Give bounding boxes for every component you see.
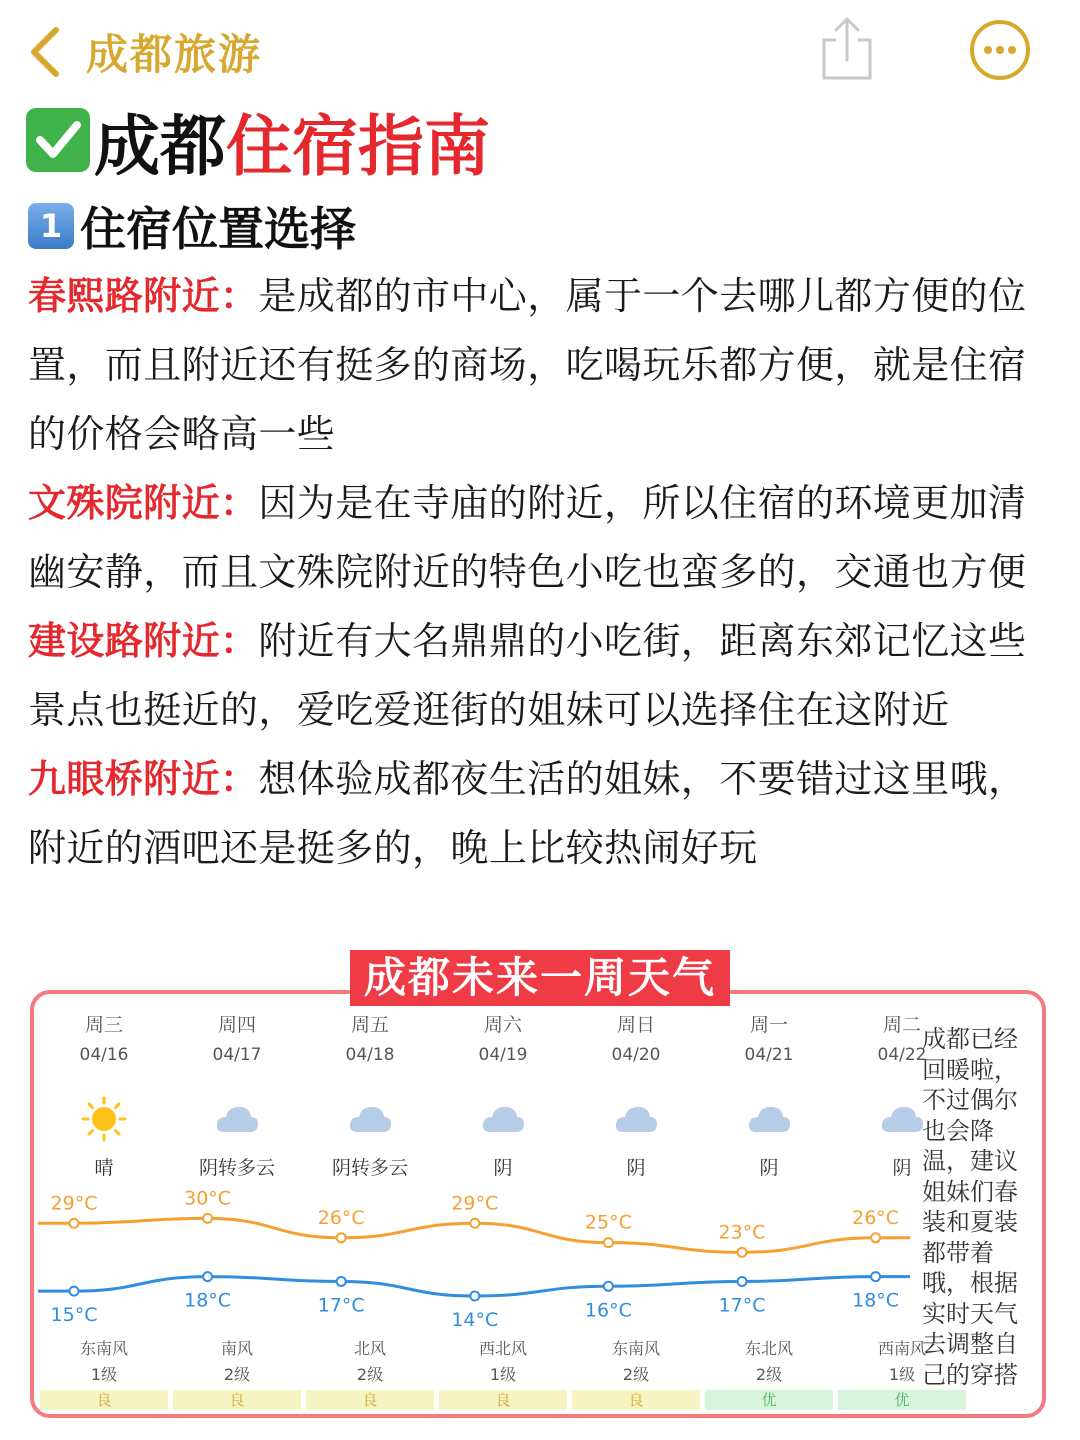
- keycap-one-icon: 1: [28, 203, 74, 249]
- high-temp-point: [70, 1219, 79, 1228]
- page-title: [26, 100, 490, 185]
- wind-direction: 西南风: [877, 1339, 926, 1358]
- wind-level: 1级: [888, 1365, 916, 1384]
- area-desc: 是成都的市中心，属于一个去哪儿都方便的位置，而且附近还有挺多的商场，吃喝玩乐都方便，就是住宿的价格会略高一些: [28, 274, 1027, 456]
- day-name: 周四: [217, 1014, 256, 1036]
- weather-condition: 阴转多云: [198, 1157, 275, 1179]
- day-name: 周日: [616, 1014, 655, 1036]
- air-quality-badge: 优: [705, 1390, 833, 1410]
- day-name: 周六: [483, 1014, 522, 1036]
- high-temp-label: 23°C: [718, 1221, 766, 1244]
- day-date: 04/21: [744, 1045, 794, 1065]
- area-item: [28, 745, 1056, 883]
- low-temp-point: [337, 1277, 346, 1286]
- weather-condition: 阴: [493, 1157, 513, 1179]
- chevron-left-icon[interactable]: [20, 22, 70, 82]
- area-item: [28, 469, 1056, 607]
- wind-direction: 东南风: [611, 1339, 660, 1358]
- air-quality-badge: 良: [173, 1390, 301, 1410]
- day-date: 04/22: [877, 1045, 927, 1065]
- weather-condition: 阴: [759, 1157, 779, 1179]
- weather-condition: 阴: [626, 1157, 646, 1179]
- high-temp-point: [203, 1214, 212, 1223]
- title-topic: 住宿指南: [226, 107, 490, 185]
- day-date: 04/18: [345, 1045, 395, 1065]
- air-quality-badge: 优: [838, 1390, 966, 1410]
- area-name: 建设路附近：: [28, 619, 259, 663]
- high-temp-point: [470, 1219, 479, 1228]
- weather-title: 成都未来一周天气: [350, 950, 730, 1006]
- area-desc: 因为是在寺庙的附近，所以住宿的环境更加清幽安静，而且文殊院附近的特色小吃也蛮多的，交通也方便: [28, 481, 1027, 594]
- air-quality-badge: 良: [572, 1390, 700, 1410]
- title-city: 成都: [94, 107, 226, 185]
- wind-level: 2级: [356, 1365, 384, 1384]
- wind-level: 2级: [622, 1365, 650, 1384]
- low-temp-label: 17°C: [718, 1294, 766, 1317]
- air-quality-badge: 良: [40, 1390, 168, 1410]
- low-temp-point: [203, 1272, 212, 1281]
- low-temp-point: [70, 1287, 79, 1296]
- share-icon[interactable]: [818, 14, 876, 84]
- wind-direction: 东北风: [744, 1339, 793, 1358]
- wind-level: 1级: [90, 1365, 118, 1384]
- check-mark-icon: [26, 108, 90, 172]
- day-date: 04/20: [611, 1045, 661, 1065]
- low-temp-point: [470, 1292, 479, 1301]
- area-desc: 想体验成都夜生活的姐妹，不要错过这里哦，附近的酒吧还是挺多的，晚上比较热闹好玩: [28, 757, 1027, 870]
- high-temp-point: [871, 1233, 880, 1242]
- wind-level: 2级: [223, 1365, 251, 1384]
- wind-direction: 东南风: [79, 1339, 128, 1358]
- low-temp-label: 16°C: [584, 1299, 632, 1322]
- low-temp-point: [738, 1277, 747, 1286]
- high-temp-label: 29°C: [50, 1192, 98, 1215]
- wind-level: 1级: [489, 1365, 517, 1384]
- weather-condition: 晴: [94, 1157, 114, 1179]
- air-quality-badge: 良: [439, 1390, 567, 1410]
- low-temp-point: [871, 1272, 880, 1281]
- area-name: 春熙路附近：: [28, 274, 259, 318]
- area-item: [28, 607, 1056, 745]
- day-name: 周五: [350, 1014, 389, 1036]
- wind-direction: 北风: [353, 1339, 386, 1358]
- high-temp-point: [604, 1238, 613, 1247]
- high-temp-point: [738, 1248, 747, 1257]
- weather-condition: 阴转多云: [331, 1157, 408, 1179]
- low-temp-label: 18°C: [184, 1289, 232, 1312]
- high-temp-label: 25°C: [584, 1211, 632, 1234]
- air-quality-badge: 良: [306, 1390, 434, 1410]
- low-temp-label: 14°C: [451, 1309, 499, 1331]
- high-temp-point: [337, 1233, 346, 1242]
- high-temp-label: 30°C: [184, 1187, 232, 1210]
- weather-card: [30, 990, 1046, 1418]
- area-item: [28, 262, 1056, 469]
- day-date: 04/16: [79, 1045, 129, 1065]
- day-name: 周三: [84, 1014, 123, 1036]
- day-date: 04/17: [212, 1045, 262, 1065]
- day-name: 周一: [749, 1014, 788, 1036]
- high-temp-label: 29°C: [451, 1192, 499, 1215]
- wind-level: 2级: [755, 1365, 783, 1384]
- section-title: 住宿位置选择: [80, 202, 356, 256]
- temperature-chart: [38, 1004, 910, 1414]
- day-date: 04/19: [478, 1045, 528, 1065]
- section-heading: [28, 196, 356, 256]
- area-name: 九眼桥附近：: [28, 757, 259, 801]
- low-temp-label: 15°C: [50, 1304, 98, 1327]
- high-temp-label: 26°C: [317, 1206, 365, 1229]
- more-icon[interactable]: [968, 18, 1032, 82]
- weather-condition: 阴: [892, 1157, 912, 1179]
- nav-title: 成都旅游: [86, 30, 263, 79]
- area-name: 文殊院附近：: [28, 481, 259, 525]
- top-nav-bar: [0, 0, 1080, 100]
- weather-note: 成都已经回暖啦，不过偶尔也会降温，建议姐妹们春装和夏装都带着哦，根据实时天气去调整自己的穿搭: [922, 1025, 1018, 1389]
- weather-forecast-grid: [38, 1004, 927, 1414]
- area-list: [28, 262, 1056, 883]
- day-name: 周二: [882, 1014, 921, 1036]
- high-temp-label: 26°C: [852, 1206, 900, 1229]
- low-temp-label: 18°C: [852, 1289, 900, 1312]
- wind-direction: 西北风: [478, 1339, 527, 1358]
- low-temp-label: 17°C: [317, 1294, 365, 1317]
- area-desc: 附近有大名鼎鼎的小吃街，距离东郊记忆这些景点也挺近的，爱吃爱逛街的姐妹可以选择住在这附近: [28, 619, 1027, 732]
- wind-direction: 南风: [220, 1339, 253, 1358]
- low-temp-point: [604, 1282, 613, 1291]
